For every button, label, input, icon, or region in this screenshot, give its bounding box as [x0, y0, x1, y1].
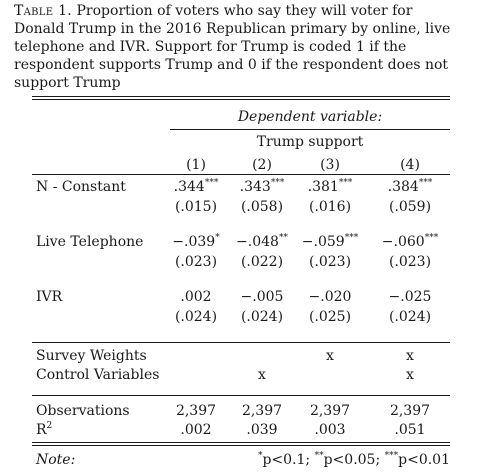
se-cell: (.015)	[174, 199, 218, 215]
coef-cell	[292, 288, 368, 306]
coef-cell	[372, 288, 448, 306]
coef-value: −.048	[236, 234, 279, 250]
caption-text: Proportion of voters who say they will voter for Donald Trump in the 2016 Republican primary by online, live telephone and IVR. Support for Trump is coded 1 if the respondent supports Trump and 0 if the respondent does not support Trump	[14, 3, 451, 91]
se-cell: (.059)	[388, 199, 432, 215]
se-cell: (.058)	[240, 199, 284, 215]
coef-cell	[292, 178, 368, 196]
observations-value: 2,397	[389, 403, 431, 419]
r2-superscript: 2	[46, 421, 53, 431]
coef-cell	[158, 288, 234, 306]
bottom-rule	[32, 442, 450, 443]
note-label: Note:	[36, 452, 76, 468]
se-cell: (.023)	[308, 254, 352, 270]
column-header-1: (1)	[186, 157, 206, 173]
coef-value: .343	[239, 179, 271, 195]
significance-stars: ***	[344, 233, 359, 243]
row-label-live-telephone: Live Telephone	[36, 234, 144, 250]
significance-stars: *	[215, 233, 220, 243]
note-star: ***	[384, 451, 399, 461]
se-cell: (.023)	[174, 254, 218, 270]
se-cell: (.024)	[388, 309, 432, 325]
r2-value: .002	[180, 422, 212, 438]
se-cell: (.022)	[240, 254, 284, 270]
header-bottom-rule	[32, 174, 450, 175]
table-caption	[14, 2, 466, 92]
table-number: Table 1.	[14, 3, 73, 19]
note-star: **	[314, 451, 324, 461]
coef-value: −.059	[301, 234, 345, 250]
significance-stars: ***	[204, 178, 219, 188]
coef-value: .381	[307, 179, 339, 195]
note-text: p<0.01	[398, 452, 450, 468]
bottom-rule-double	[32, 445, 450, 446]
coef-value: −.060	[381, 234, 425, 250]
coef-cell	[224, 178, 300, 196]
control-mark: x	[258, 367, 266, 383]
coef-cell	[158, 178, 234, 196]
top-rule	[32, 96, 450, 97]
note-text: p<0.1;	[262, 452, 315, 468]
stats-rule	[32, 395, 450, 396]
control-mark: x	[406, 367, 414, 383]
coef-cell	[372, 233, 448, 251]
significance-stars: ***	[424, 233, 439, 243]
coef-value: .344	[173, 179, 205, 195]
row-label-control-variables: Control Variables	[36, 367, 160, 383]
r2-value: .003	[314, 422, 346, 438]
significance-stars: ***	[418, 178, 433, 188]
coef-value: .384	[387, 179, 419, 195]
dependent-variable-header: Dependent variable:	[237, 109, 383, 125]
se-cell: (.024)	[174, 309, 218, 325]
row-label-survey-weights: Survey Weights	[36, 348, 147, 364]
significance-stars: **	[278, 233, 288, 243]
coef-value: −.025	[388, 289, 432, 305]
coef-value: −.039	[172, 234, 216, 250]
r2-value: .051	[394, 422, 426, 438]
coef-value: −.005	[240, 289, 284, 305]
significance-stars: ***	[270, 178, 285, 188]
column-header-2: (2)	[252, 157, 272, 173]
se-cell: (.024)	[240, 309, 284, 325]
dv-name: Trump support	[256, 134, 364, 150]
observations-value: 2,397	[309, 403, 351, 419]
r2-value: .039	[246, 422, 278, 438]
observations-value: 2,397	[241, 403, 283, 419]
top-rule-double	[32, 99, 450, 100]
coef-cell	[224, 233, 300, 251]
se-cell: (.023)	[388, 254, 432, 270]
se-cell: (.016)	[308, 199, 352, 215]
r2-label: R	[36, 422, 47, 438]
significance-note	[250, 451, 450, 469]
coef-value: −.020	[308, 289, 352, 305]
row-label-observations: Observations	[36, 403, 130, 419]
column-header-3: (3)	[320, 157, 340, 173]
note-text: p<0.05;	[323, 452, 385, 468]
observations-value: 2,397	[175, 403, 217, 419]
coef-cell	[292, 233, 368, 251]
coef-value: .002	[180, 289, 212, 305]
coef-cell	[224, 288, 300, 306]
coef-cell	[158, 233, 234, 251]
se-cell: (.025)	[308, 309, 352, 325]
row-label-ivr: IVR	[36, 289, 63, 305]
row-label-r2	[36, 421, 52, 439]
coef-cell	[372, 178, 448, 196]
note-star: *	[257, 451, 263, 461]
control-mark: x	[406, 348, 414, 364]
header-rule	[170, 129, 450, 130]
row-label-n-constant: N - Constant	[36, 179, 126, 195]
controls-rule	[32, 342, 450, 343]
control-mark: x	[326, 348, 334, 364]
significance-stars: ***	[338, 178, 353, 188]
column-header-4: (4)	[400, 157, 420, 173]
